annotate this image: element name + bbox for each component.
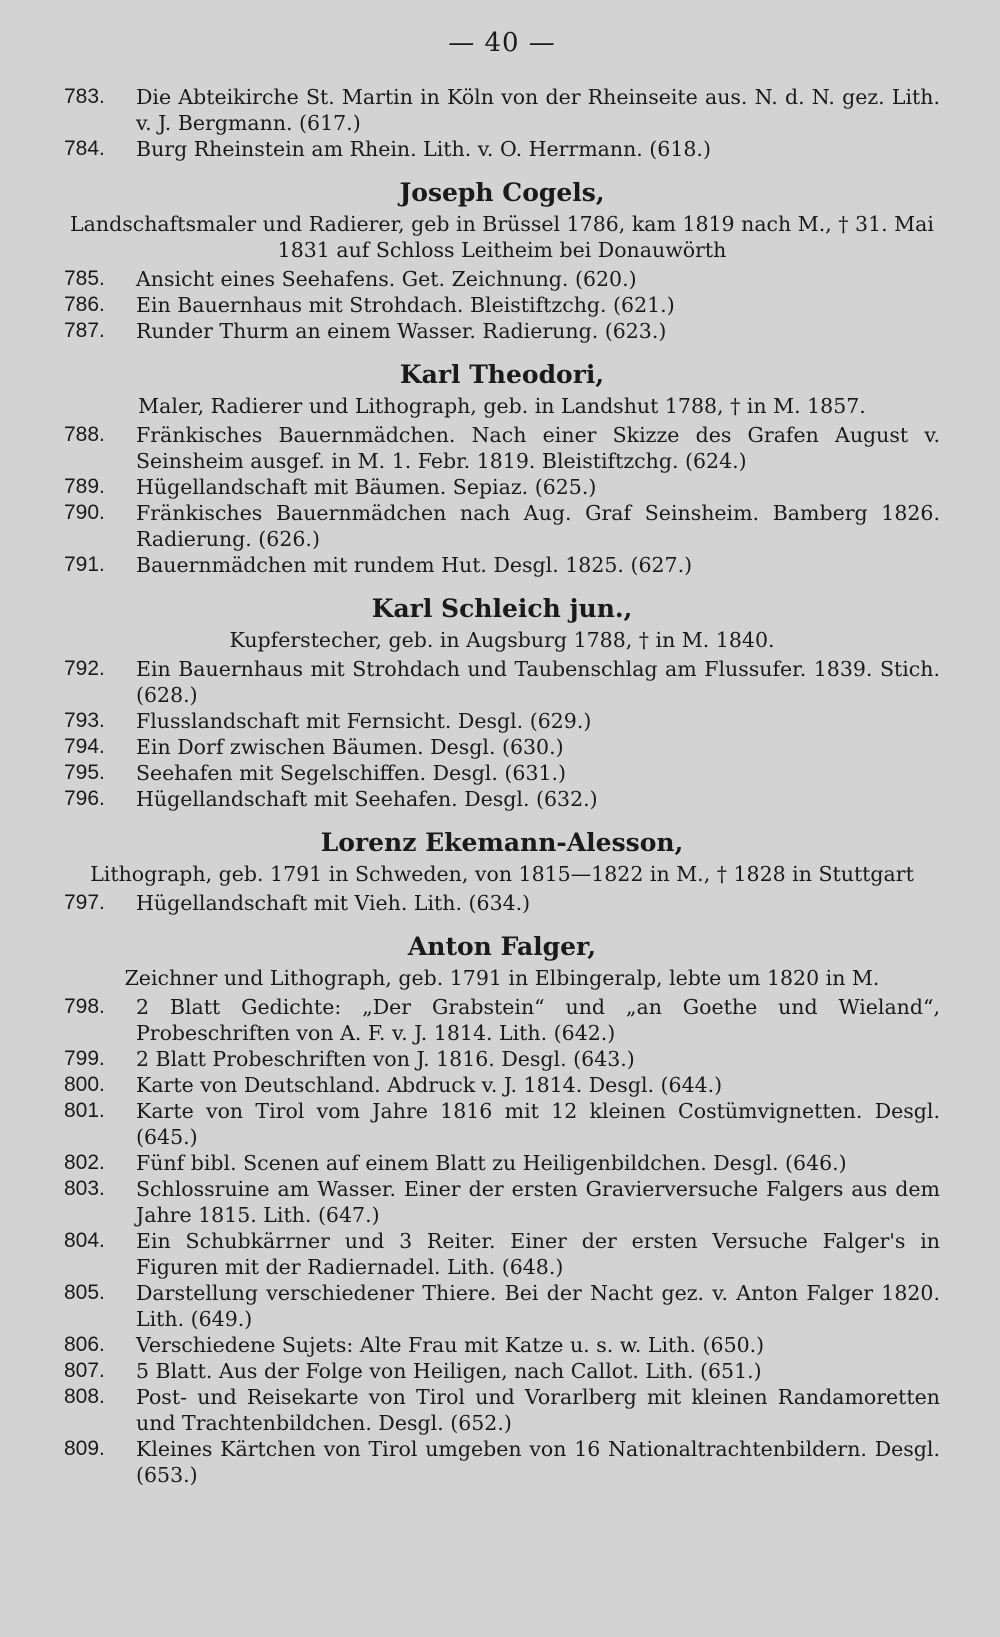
entry-text: Bauernmädchen mit rundem Hut. Desgl. 1825. (627.) (136, 553, 693, 577)
entry-text: Karte von Deutschland. Abdruck v. J. 1814. Desgl. (644.) (136, 1073, 723, 1097)
entry-text: Flusslandschaft mit Fernsicht. Desgl. (629.) (136, 709, 592, 733)
entry-number: 789. (64, 475, 105, 498)
entry-text: Kleines Kärtchen von Tirol umgeben von 16 Nationaltrachtenbildern. Desgl. (653.) (136, 1437, 940, 1487)
catalogue-entry (64, 292, 940, 318)
catalogue-entry (64, 994, 940, 1046)
entry-text: Die Abteikirche St. Martin in Köln von der Rheinseite aus. N. d. N. gez. Lith. v. J. Bergmann. (617.) (136, 85, 940, 135)
catalogue-content (64, 84, 940, 1488)
catalogue-entry (64, 1358, 940, 1384)
catalogue-entry (64, 318, 940, 344)
catalogue-entry (64, 552, 940, 578)
entry-text: Schlossruine am Wasser. Einer der ersten Gravierversuche Falgers aus dem Jahre 1815. Lith. (647.) (136, 1177, 940, 1227)
entry-number: 799. (64, 1047, 105, 1070)
entry-text: 2 Blatt Gedichte: „Der Grabstein“ und „an Goethe und Wieland“, Probeschriften von A. F. v. J. 1814. Lith. (642.) (136, 995, 940, 1045)
entry-number: 792. (64, 657, 105, 680)
catalogue-entry (64, 1072, 940, 1098)
entry-text: 5 Blatt. Aus der Folge von Heiligen, nach Callot. Lith. (651.) (136, 1359, 762, 1383)
entry-text: Verschiedene Sujets: Alte Frau mit Katze u. s. w. Lith. (650.) (136, 1333, 765, 1357)
artist-heading: Karl Theodori, (399, 360, 605, 389)
entry-number: 809. (64, 1437, 105, 1460)
entry-text: Hügellandschaft mit Bäumen. Sepiaz. (625.) (136, 475, 597, 499)
catalogue-entry (64, 1046, 940, 1072)
catalogue-entry (64, 890, 940, 916)
entry-text: Ein Bauernhaus mit Strohdach und Taubenschlag am Flussufer. 1839. Stich. (628.) (136, 657, 940, 707)
catalogue-entry (64, 734, 940, 760)
entry-text: Ein Schubkärrner und 3 Reiter. Einer der ersten Versuche Falger's in Figuren mit der Radiernadel. Lith. (648.) (136, 1229, 940, 1279)
catalogue-entry (64, 1228, 940, 1280)
catalogue-entry (64, 266, 940, 292)
artist-bio: Maler, Radierer und Lithograph, geb. in Landshut 1788, † in M. 1857. (138, 394, 866, 418)
entry-number: 804. (64, 1229, 105, 1252)
artist-heading: Lorenz Ekemann-Alesson, (320, 828, 684, 857)
entry-text: Fränkisches Bauernmädchen. Nach einer Skizze des Grafen August v. Seinsheim ausgef. in M. 1. Febr. 1819. Bleistiftzchg. (624.) (136, 423, 940, 473)
catalogue-entry (64, 656, 940, 708)
entry-number: 791. (64, 553, 105, 576)
entry-text: Darstellung verschiedener Thiere. Bei der Nacht gez. v. Anton Falger 1820. Lith. (649.) (136, 1281, 940, 1331)
catalogue-entry (64, 1384, 940, 1436)
entry-number: 787. (64, 319, 105, 342)
entry-number: 796. (64, 787, 105, 810)
catalogue-entry (64, 1332, 940, 1358)
entry-number: 785. (64, 267, 105, 290)
entry-number: 803. (64, 1177, 105, 1200)
entry-text: Hügellandschaft mit Vieh. Lith. (634.) (136, 891, 531, 915)
entry-number: 794. (64, 735, 105, 758)
entry-text: Post- und Reisekarte von Tirol und Vorarlberg mit kleinen Randamoretten und Trachtenbildchen. Desgl. (652.) (136, 1385, 940, 1435)
catalogue-entry (64, 786, 940, 812)
entry-text: Burg Rheinstein am Rhein. Lith. v. O. Herrmann. (618.) (136, 137, 711, 161)
entry-text: Ein Bauernhaus mit Strohdach. Bleistiftzchg. (621.) (136, 293, 675, 317)
catalogue-entry (64, 474, 940, 500)
catalogue-entry (64, 136, 940, 162)
entry-text: Fünf bibl. Scenen auf einem Blatt zu Heiligenbildchen. Desgl. (646.) (136, 1151, 847, 1175)
artist-heading: Anton Falger, (407, 932, 597, 961)
entry-number: 790. (64, 501, 105, 524)
entry-text: Seehafen mit Segelschiffen. Desgl. (631.) (136, 761, 567, 785)
entry-number: 800. (64, 1073, 105, 1096)
catalogue-entry (64, 708, 940, 734)
artist-heading: Karl Schleich jun., (371, 594, 633, 623)
entry-number: 783. (64, 85, 105, 108)
entry-number: 784. (64, 137, 105, 160)
artist-bio: Lithograph, geb. 1791 in Schweden, von 1815—1822 in M., † 1828 in Stuttgart (90, 862, 914, 886)
entry-number: 788. (64, 423, 105, 446)
entry-text: Runder Thurm an einem Wasser. Radierung. (623.) (136, 319, 667, 343)
catalogue-entry (64, 500, 940, 552)
artist-bio: Kupferstecher, geb. in Augsburg 1788, † in M. 1840. (229, 628, 775, 652)
entry-number: 795. (64, 761, 105, 784)
catalogue-entry (64, 84, 940, 136)
entry-text: Hügellandschaft mit Seehafen. Desgl. (632.) (136, 787, 598, 811)
catalogue-entry (64, 1280, 940, 1332)
artist-bio: Zeichner und Lithograph, geb. 1791 in Elbingeralp, lebte um 1820 in M. (124, 966, 880, 990)
catalogue-entry (64, 1150, 940, 1176)
entry-number: 807. (64, 1359, 105, 1382)
entry-number: 798. (64, 995, 105, 1018)
entry-number: 802. (64, 1151, 105, 1174)
catalogue-entry (64, 422, 940, 474)
entry-number: 806. (64, 1333, 105, 1356)
catalogue-entry (64, 1436, 940, 1488)
entry-number: 801. (64, 1099, 105, 1122)
artist-bio: Landschaftsmaler und Radierer, geb in Brüssel 1786, kam 1819 nach M., † 31. Mai 1831 auf Schloss Leitheim bei Donauwörth (70, 212, 934, 262)
entry-text: Ansicht eines Seehafens. Get. Zeichnung. (620.) (136, 267, 637, 291)
entry-number: 808. (64, 1385, 105, 1408)
entry-number: 805. (64, 1281, 105, 1304)
entry-text: Fränkisches Bauernmädchen nach Aug. Graf Seinsheim. Bamberg 1826. Radierung. (626.) (136, 501, 940, 551)
entry-number: 797. (64, 891, 105, 914)
catalogue-entry (64, 1098, 940, 1150)
entry-number: 786. (64, 293, 105, 316)
catalogue-entry (64, 760, 940, 786)
catalogue-entry (64, 1176, 940, 1228)
page-number: — 40 — (448, 28, 556, 58)
entry-text: 2 Blatt Probeschriften von J. 1816. Desgl. (643.) (136, 1047, 635, 1071)
entry-text: Karte von Tirol vom Jahre 1816 mit 12 kleinen Costümvignetten. Desgl. (645.) (136, 1099, 940, 1149)
entry-number: 793. (64, 709, 105, 732)
entry-text: Ein Dorf zwischen Bäumen. Desgl. (630.) (136, 735, 564, 759)
artist-heading: Joseph Cogels, (399, 178, 605, 207)
